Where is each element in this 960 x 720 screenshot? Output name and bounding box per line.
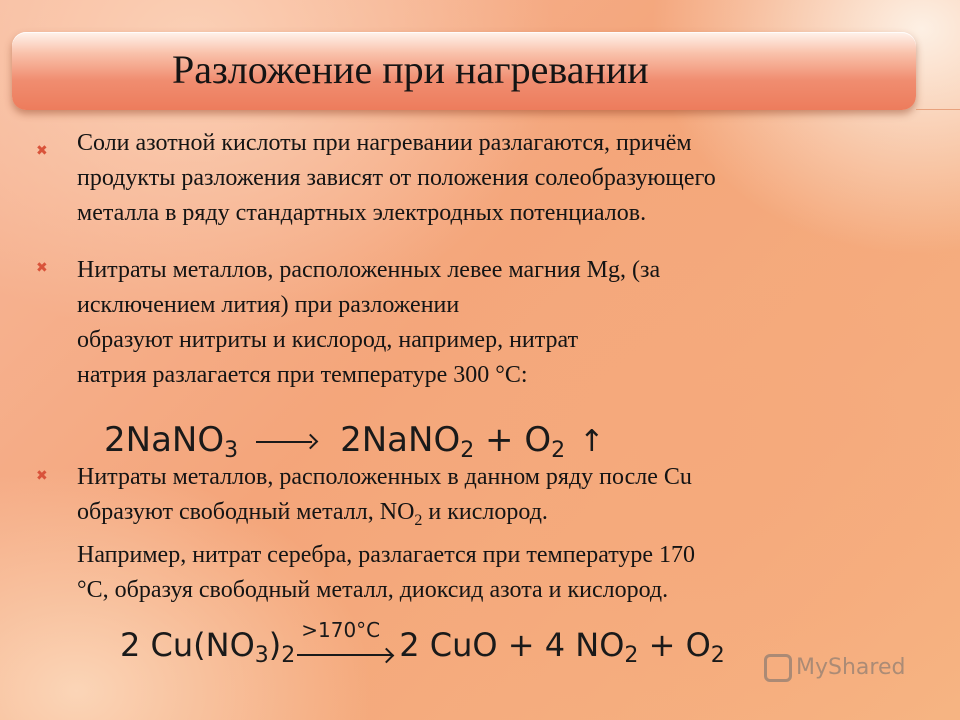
watermark-logo-icon (764, 654, 792, 682)
bullet-icon: ✖ (36, 468, 48, 484)
slide-title: Разложение при нагревании (172, 47, 649, 92)
equation-sodium-nitrate (104, 420, 604, 463)
reaction-arrow-icon (256, 435, 318, 449)
eq1-product: 2NaNO$_2$ + $O_2$ (340, 420, 566, 463)
paragraph-line: металла в ряду стандартных электродных потенциалов. (77, 200, 647, 226)
equation-copper-nitrate (120, 618, 725, 668)
paragraph-line: продукты разложения зависят от положения солеобразующего (77, 165, 716, 191)
reaction-condition: >170°C (301, 618, 381, 642)
paragraph-line: Нитраты металлов, расположенных левее магния Mg, (за (77, 257, 661, 283)
paragraph-line: Нитраты металлов, расположенных в данном ряду после Cu (77, 464, 692, 490)
paragraph-line: Соли азотной кислоты при нагревании разлагаются, причём (77, 130, 692, 156)
eq2-reactant: 2 $Cu(NO_3)_2$ (120, 626, 296, 668)
paragraph-line: °С, образуя свободный металл, диоксид азота и кислород. (77, 576, 669, 603)
bullet-icon: ✖ (36, 143, 48, 159)
paragraph-line: Например, нитрат серебра, разлагается при температуре 170 (77, 541, 696, 568)
watermark: MyShared (764, 654, 905, 682)
bullet-paragraph-2 (77, 253, 917, 393)
paragraph-line: образуют нитриты и кислород, например, нитрат (77, 327, 579, 353)
paragraph-line: исключением лития) при разложении (77, 292, 460, 318)
eq1-reactant: 2NaNO$_3$ (104, 420, 239, 463)
paragraph-line: образуют свободный металл, $NO_2$ и кислород. (77, 499, 548, 529)
bullet-paragraph-1 (77, 126, 917, 231)
reaction-arrow-icon (297, 618, 397, 668)
eq2-products: 2 CuO + 4 $NO_2 + O_2$ (399, 626, 725, 668)
paragraph-line: натрия разлагается при температуре 300 °С: (77, 362, 528, 388)
gas-arrow-icon: ↑ (579, 424, 605, 459)
title-divider (916, 109, 960, 110)
bullet-paragraph-3 (77, 460, 917, 608)
bullet-icon: ✖ (36, 260, 48, 276)
